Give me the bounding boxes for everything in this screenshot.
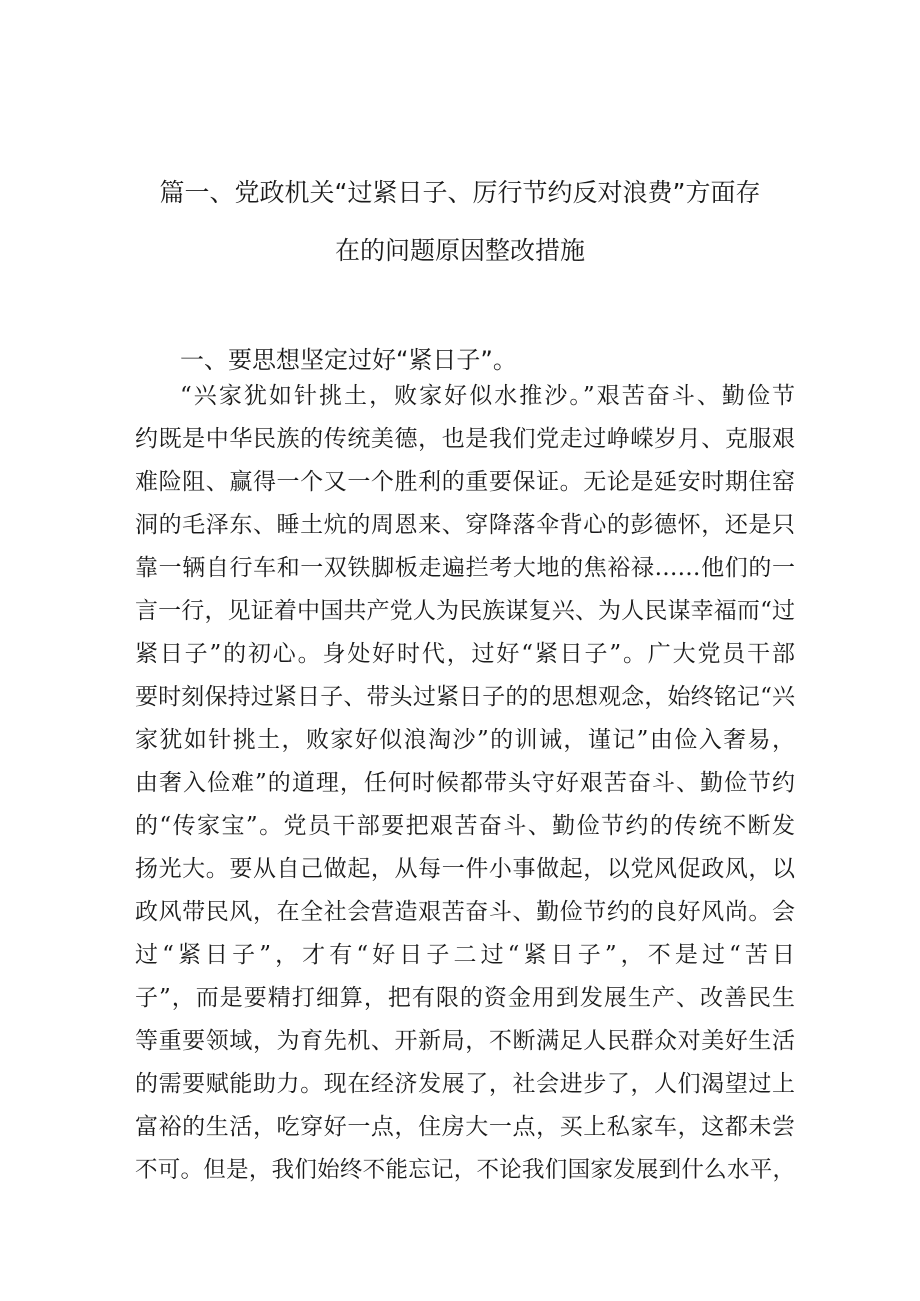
paragraph-line: 的“传家宝”。党员干部要把艰苦奋斗、勤俭节约的传统不断发 [135,813,795,839]
paragraph-line: 富裕的生活，吃穿好一点，住房大一点，买上私家车，这都未尝 [135,1114,795,1140]
paragraph-line: 子”，而是要精打细算，把有限的资金用到发展生产、改善民生 [135,985,795,1011]
paragraph-line: 不可。但是，我们始终不能忘记，不论我们国家发展到什么水平， [135,1157,795,1183]
paragraph-line: 过“紧日子”，才有“好日子二过“紧日子”，不是过“苦日 [135,942,795,968]
paragraph-line: 要时刻保持过紧日子、带头过紧日子的的思想观念，始终铭记“兴 [135,684,795,710]
paragraph-line: 难险阻、赢得一个又一个胜利的重要保证。无论是延安时期住窑 [135,469,795,495]
paragraph-line: 约既是中华民族的传统美德，也是我们党走过峥嵘岁月、克服艰 [135,426,795,452]
paragraph-line: 的需要赋能助力。现在经济发展了，社会进步了，人们渴望过上 [135,1071,795,1097]
paragraph-line: 等重要领域，为育先机、开新局，不断满足人民群众对美好生活 [135,1028,795,1054]
section-heading: 一、要思想坚定过好“紧日子”。 [180,346,517,374]
paragraph-line: 言一行，见证着中国共产党人为民族谋复兴、为人民谋幸福而“过 [135,598,795,624]
paragraph-line: 政风带民风，在全社会营造艰苦奋斗、勤俭节约的良好风尚。会 [135,899,795,925]
paragraph-line: 由奢入俭难”的道理，任何时候都带头守好艰苦奋斗、勤俭节约 [135,770,795,796]
paragraph-line: 靠一辆自行车和一双铁脚板走遍拦考大地的焦裕禄……他们的一 [135,555,795,581]
paragraph-line: “兴家犹如针挑土，败家好似水推沙。”艰苦奋斗、勤俭节 [180,383,795,409]
document-title-line-2: 在的问题原因整改措施 [334,236,585,265]
paragraph-line: 洞的毛泽东、睡土炕的周恩来、穿降落伞背心的彭德怀，还是只 [135,512,795,538]
paragraph-line: 扬光大。要从自己做起，从每一件小事做起，以党风促政风，以 [135,856,795,882]
paragraph-line: 家犹如针挑土，败家好似浪淘沙”的训诫，谨记”由俭入奢易， [135,727,795,753]
document-title-line-1: 篇一、党政机关“过紧日子、厉行节约反对浪费”方面存 [159,178,761,207]
paragraph-line: 紧日子”的初心。身处好时代，过好“紧日子”。广大党员干部 [135,641,795,667]
